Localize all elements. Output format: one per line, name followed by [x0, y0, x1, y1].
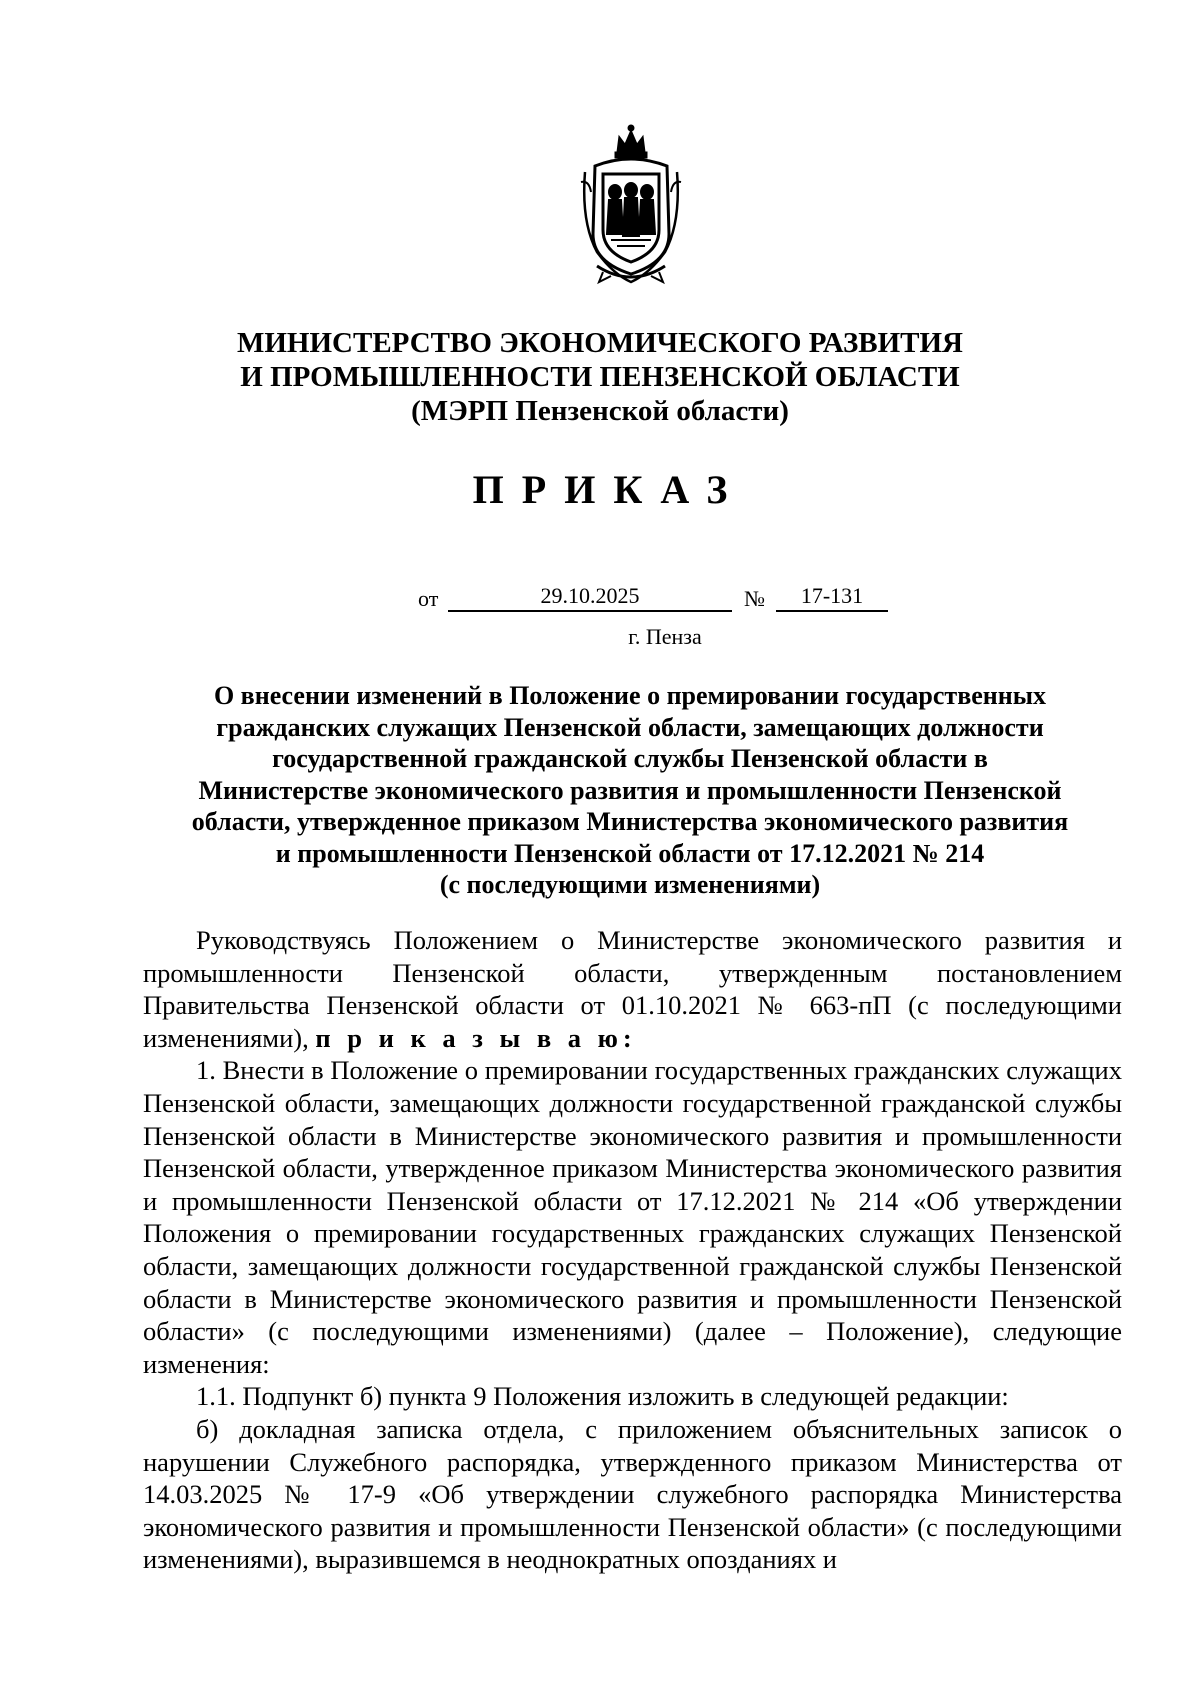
document-subject — [140, 680, 1120, 901]
subject-line: области, утвержденное приказом Министерства экономического развития — [191, 807, 1069, 836]
number-label: № — [744, 586, 765, 611]
document-details — [0, 584, 1200, 614]
subject-line: О внесении изменений в Положение о премировании государственных — [213, 681, 1047, 710]
subject-line: и промышленности Пензенской области от 17.12.2021 № 214 — [275, 838, 985, 868]
subject-line: (с последующими изменениями) — [439, 870, 821, 899]
item-1-1-paragraph: 1.1. Подпункт б) пункта 9 Положения изложить в следующей редакции: — [196, 1381, 1009, 1412]
subject-line: гражданских служащих Пензенской области, замещающих должности — [216, 712, 1044, 742]
subject-line: государственной гражданской службы Пензенской области в — [272, 744, 988, 773]
item-b-paragraph: б) докладная записка отдела, с приложением объяснительных записок о нарушении Служебного распорядка, утвержденного приказом Министерства от 14.03.2025 № 17-9 «Об утверждении служебного распорядка Министерства экономического развития и промышленности Пензенской области» (с последующими изменениями), выразившемся в неоднократных опозданиях и — [143, 1413, 1122, 1575]
preamble-paragraph — [143, 924, 1122, 1054]
preamble-text: Руководствуясь Положением о Министерстве экономического развития и промышленности Пензенской области, утвержденным постановлением Правительства Пензенской области от 01.10.2021 № 663-пП (с последующими изменениями), — [143, 925, 1122, 1053]
organization-name — [0, 326, 1200, 428]
organization-abbreviation: (МЭРП Пензенской области) — [411, 395, 789, 427]
organization-line-1: МИНИСТЕРСТВО ЭКОНОМИЧЕСКОГО РАЗВИТИЯ — [237, 327, 963, 359]
document-type-title: ПРИКАЗ — [472, 467, 746, 512]
order-word: п р и к а з ы в а ю: — [315, 1022, 637, 1053]
subject-line: Министерстве экономического развития и промышленности Пензенской — [198, 775, 1062, 805]
date-from-label: от — [418, 586, 439, 611]
document-body — [143, 924, 1122, 1576]
document-city: г. Пенза — [628, 624, 702, 649]
document-number: 17-131 — [776, 584, 888, 612]
item-1-paragraph: 1. Внести в Положение о премировании государственных гражданских служащих Пензенской области, замещающих должности государственной гражданской службы Пензенской области в Министерстве экономического развития и промышленности Пензенской области, утвержденное приказом Министерства экономического развития и промышленности Пензенской области от 17.12.2021 № 214 «Об утверждении Положения о премировании государственных гражданских служащих Пензенской области, замещающих должности государственной гражданской службы Пензенской области в Министерстве экономического развития и промышленности Пензенской области» (с последующими изменениями) (далее – Положение), следующие изменения: — [143, 1055, 1122, 1379]
penza-region-coat-of-arms-icon — [577, 122, 685, 287]
organization-line-2: И ПРОМЫШЛЕННОСТИ ПЕНЗЕНСКОЙ ОБЛАСТИ — [240, 361, 960, 393]
document-date: 29.10.2025 — [448, 584, 732, 612]
